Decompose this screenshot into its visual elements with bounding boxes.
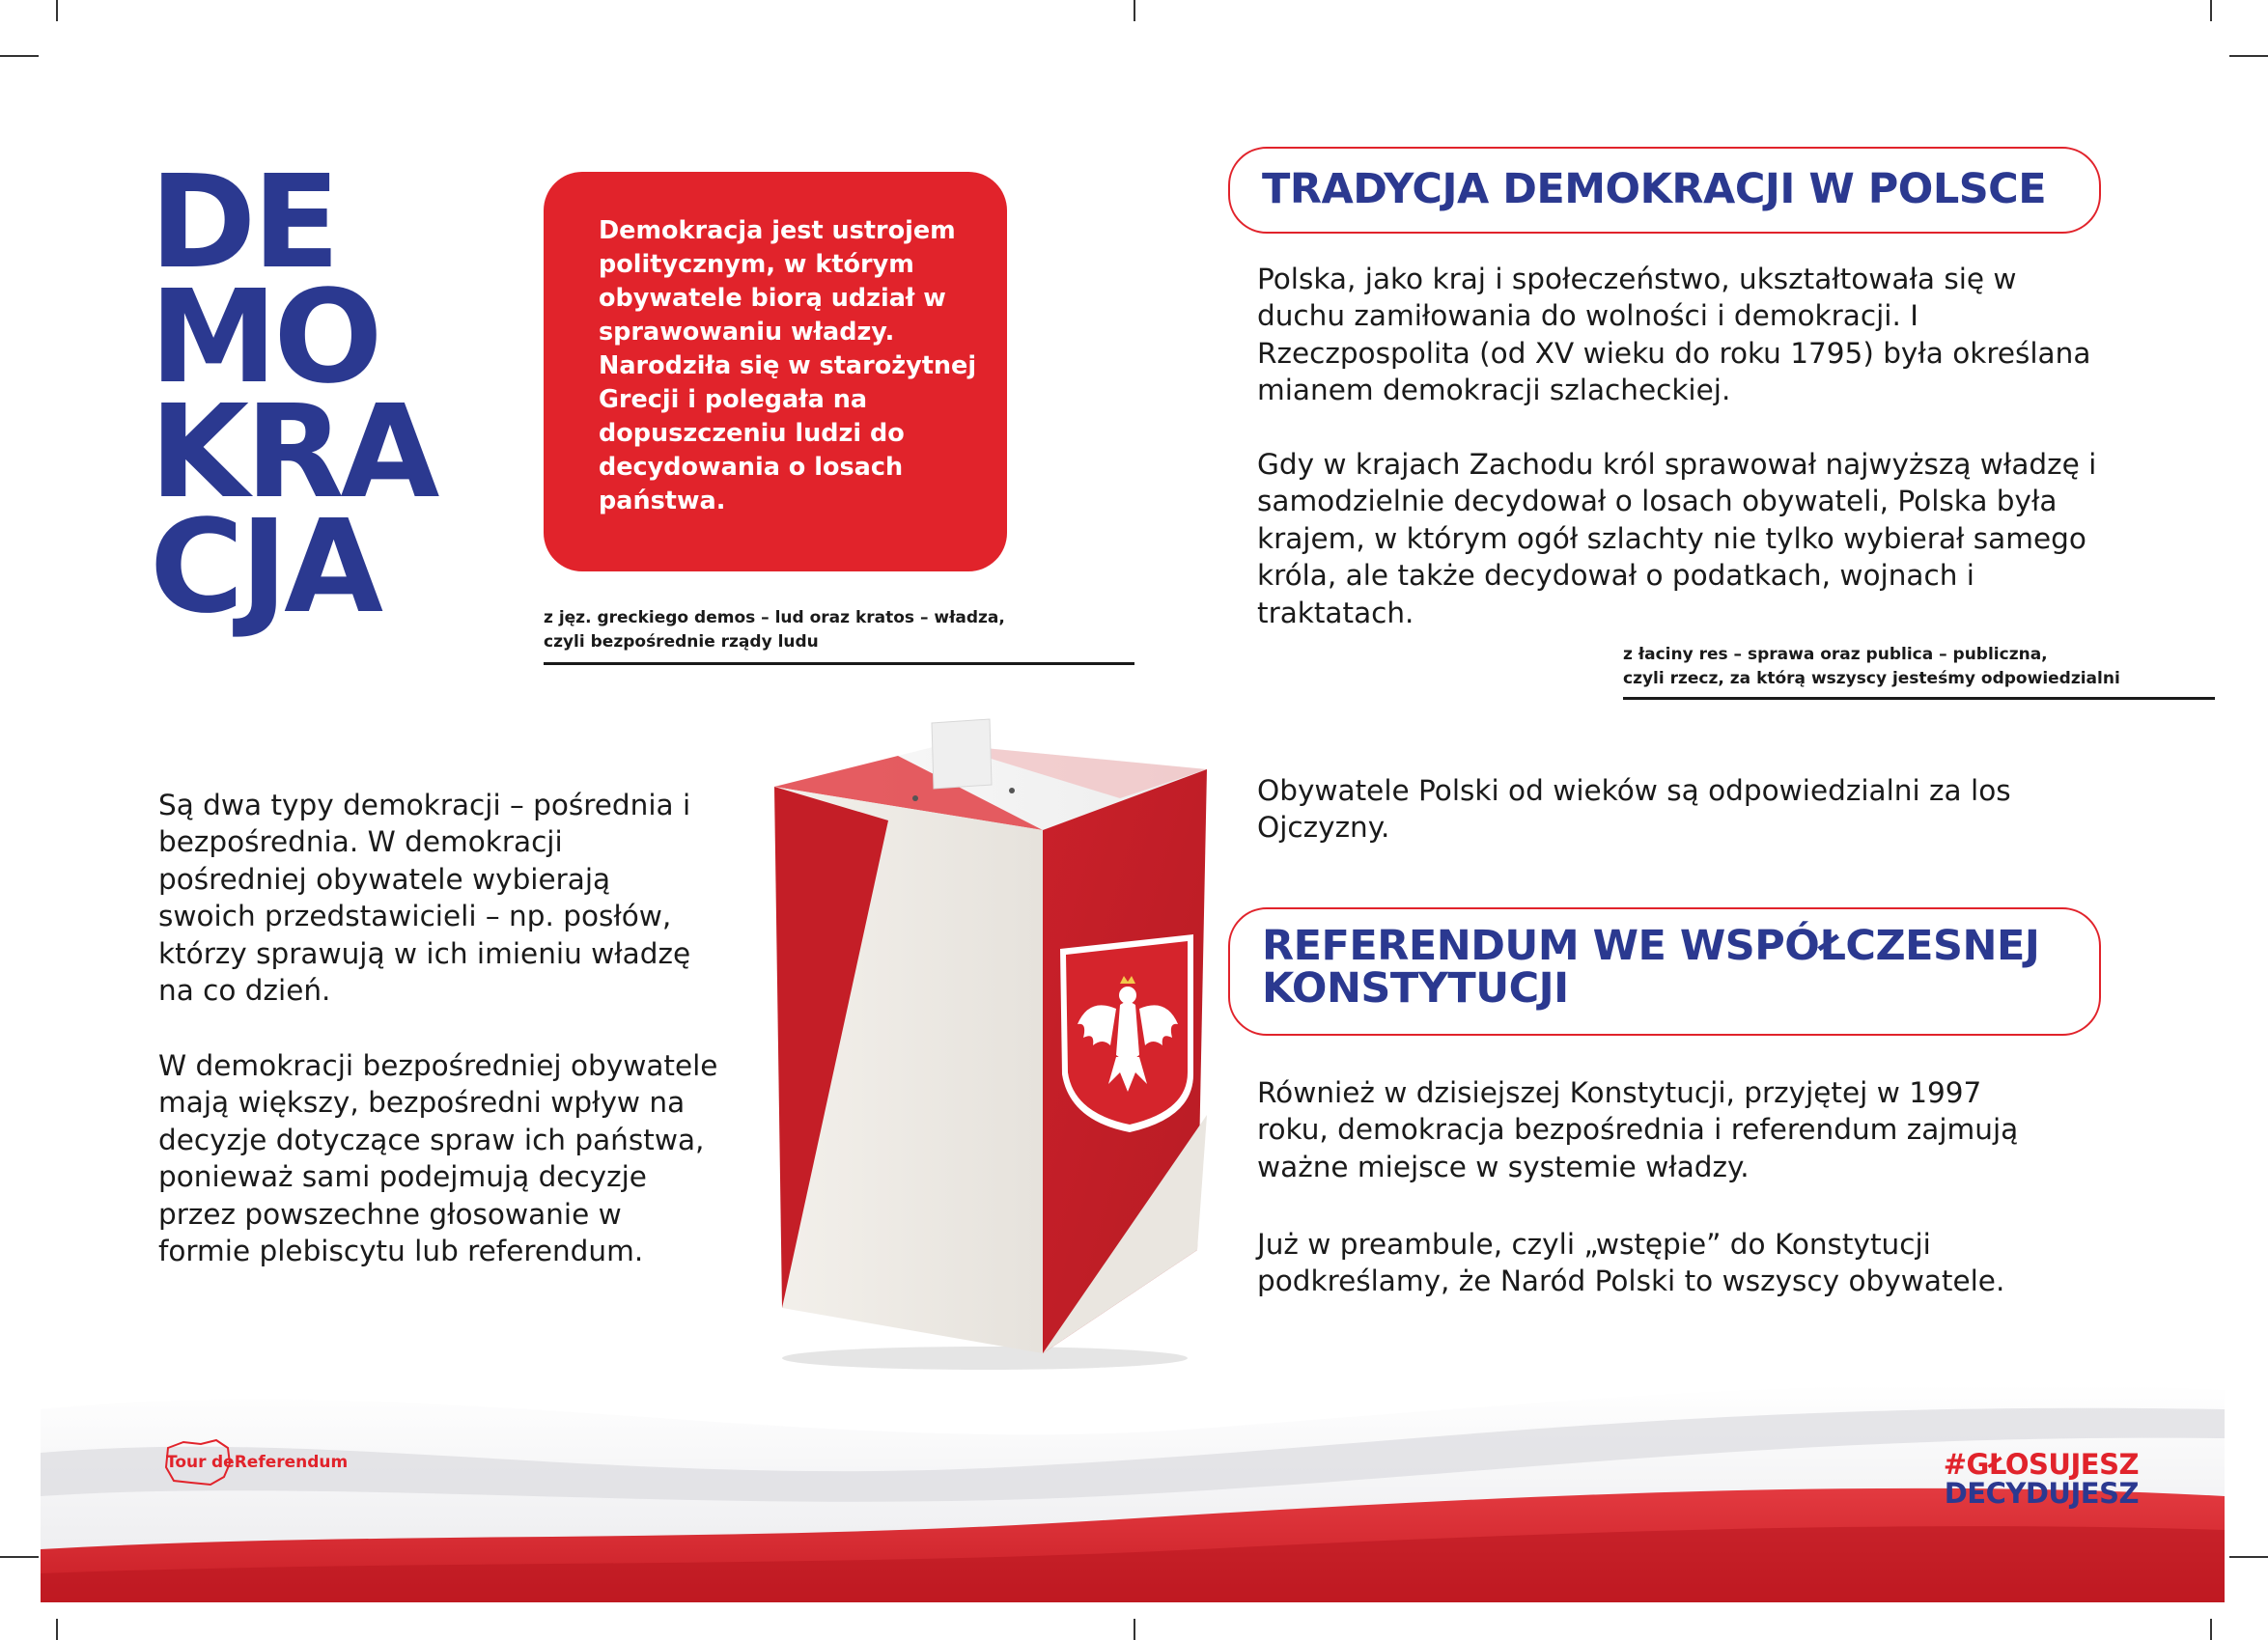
referendum-paragraph-1: Również w dzisiejszej Konstytucji, przyjętej w 1997 roku, demokracja bezpośrednia i referendum zajmują ważne miejsce w systemie władzy.: [1257, 1076, 2019, 1183]
crop-mark: [0, 1556, 39, 1558]
hashtag-logo: [1931, 1450, 2139, 1508]
title-line: DE: [150, 149, 337, 297]
title-line: MO: [150, 264, 379, 412]
crop-mark: [2229, 1556, 2268, 1558]
crop-mark: [56, 0, 58, 21]
ballot-box-image: [753, 709, 1274, 1385]
tradition-paragraph-2: Gdy w krajach Zachodu król sprawował najwyższą władzę i samodzielnie decydował o losach obywateli, Polska była krajem, w którym ogół szlachty nie tylko wybierał samego króla, ale także decydował o podatkach, wojnach i traktatach.: [1257, 448, 2097, 629]
section-heading-tradition: [1228, 147, 2101, 234]
etymology-line: czyli rzecz, za którą wszyscy jesteśmy odpowiedzialni: [1623, 669, 2120, 688]
heading-text: TRADYCJA DEMOKRACJI W POLSCE: [1262, 165, 2047, 213]
referendum-paragraph-2: Już w preambule, czyli „wstępie” do Konstytucji podkreślamy, że Naród Polski to wszyscy obywatele.: [1257, 1228, 2005, 1298]
responsibility-paragraph: Obywatele Polski od wieków są odpowiedzialni za los Ojczyzny.: [1257, 774, 2011, 845]
definition-text: Demokracja jest ustrojem politycznym, w którym obywatele biorą udział w sprawowaniu władzy. Narodziła się w starożytnej Grecji i polegała na dopuszczeniu ludzi do decydowania o losach państwa.: [599, 216, 977, 515]
etymology-note: [1623, 643, 2164, 691]
hashtag-line: DECYDUJESZ: [1944, 1477, 2139, 1510]
page-title: [150, 149, 478, 642]
crop-mark: [2210, 0, 2212, 21]
heading-text: REFERENDUM WE WSPÓŁCZESNEJ: [1262, 922, 2040, 970]
etymology-line: czyli bezpośrednie rządy ludu: [544, 632, 819, 652]
crop-mark: [0, 55, 39, 57]
logo-text-tour: Tour: [166, 1453, 207, 1472]
crop-mark: [56, 1619, 58, 1640]
section-heading-referendum: [1228, 907, 2101, 1036]
tradition-paragraph-1: Polska, jako kraj i społeczeństwo, ukształtowała się w duchu zamiłowania do wolności i demokracji. I Rzeczpospolita (od XV wieku do roku 1795) była określana mianem demokracji szlacheckiej.: [1257, 263, 2091, 407]
types-paragraph-2: W demokracji bezpośredniej obywatele mają większy, bezpośredni wpływ na decyzje dotyczące spraw ich państwa, ponieważ sami podejmują decyzje przez powszechne głosowanie w formie plebiscytu lub referendum.: [158, 1049, 718, 1268]
polish-eagle-emblem: [1060, 934, 1193, 1132]
etymology-line: z łaciny res – sprawa oraz publica – publiczna,: [1623, 645, 2048, 664]
title-line: CJA: [150, 493, 380, 642]
logo-text-referendum: deReferendum: [211, 1453, 349, 1472]
title-line: KRA: [150, 378, 436, 527]
crop-mark: [2210, 1619, 2212, 1640]
divider: [1623, 697, 2215, 700]
etymology-line: z jęz. greckiego demos – lud oraz kratos – władza,: [544, 608, 1005, 627]
crop-mark: [1134, 0, 1135, 21]
crop-mark: [2229, 55, 2268, 57]
tour-de-referendum-logo: [154, 1438, 377, 1496]
heading-text: KONSTYTUCJI: [1262, 964, 1569, 1013]
types-paragraph-1: Są dwa typy demokracji – pośrednia i bezpośrednia. W demokracji pośredniej obywatele wybierają swoich przedstawicieli – np. posłów, którzy sprawują w ich imieniu władzę na co dzień.: [158, 789, 691, 1008]
etymology-note: [544, 606, 1084, 654]
divider: [544, 662, 1134, 665]
hashtag-line: #GŁOSUJESZ: [1943, 1448, 2139, 1481]
crop-mark: [1134, 1619, 1135, 1640]
definition-box: [544, 172, 1007, 571]
